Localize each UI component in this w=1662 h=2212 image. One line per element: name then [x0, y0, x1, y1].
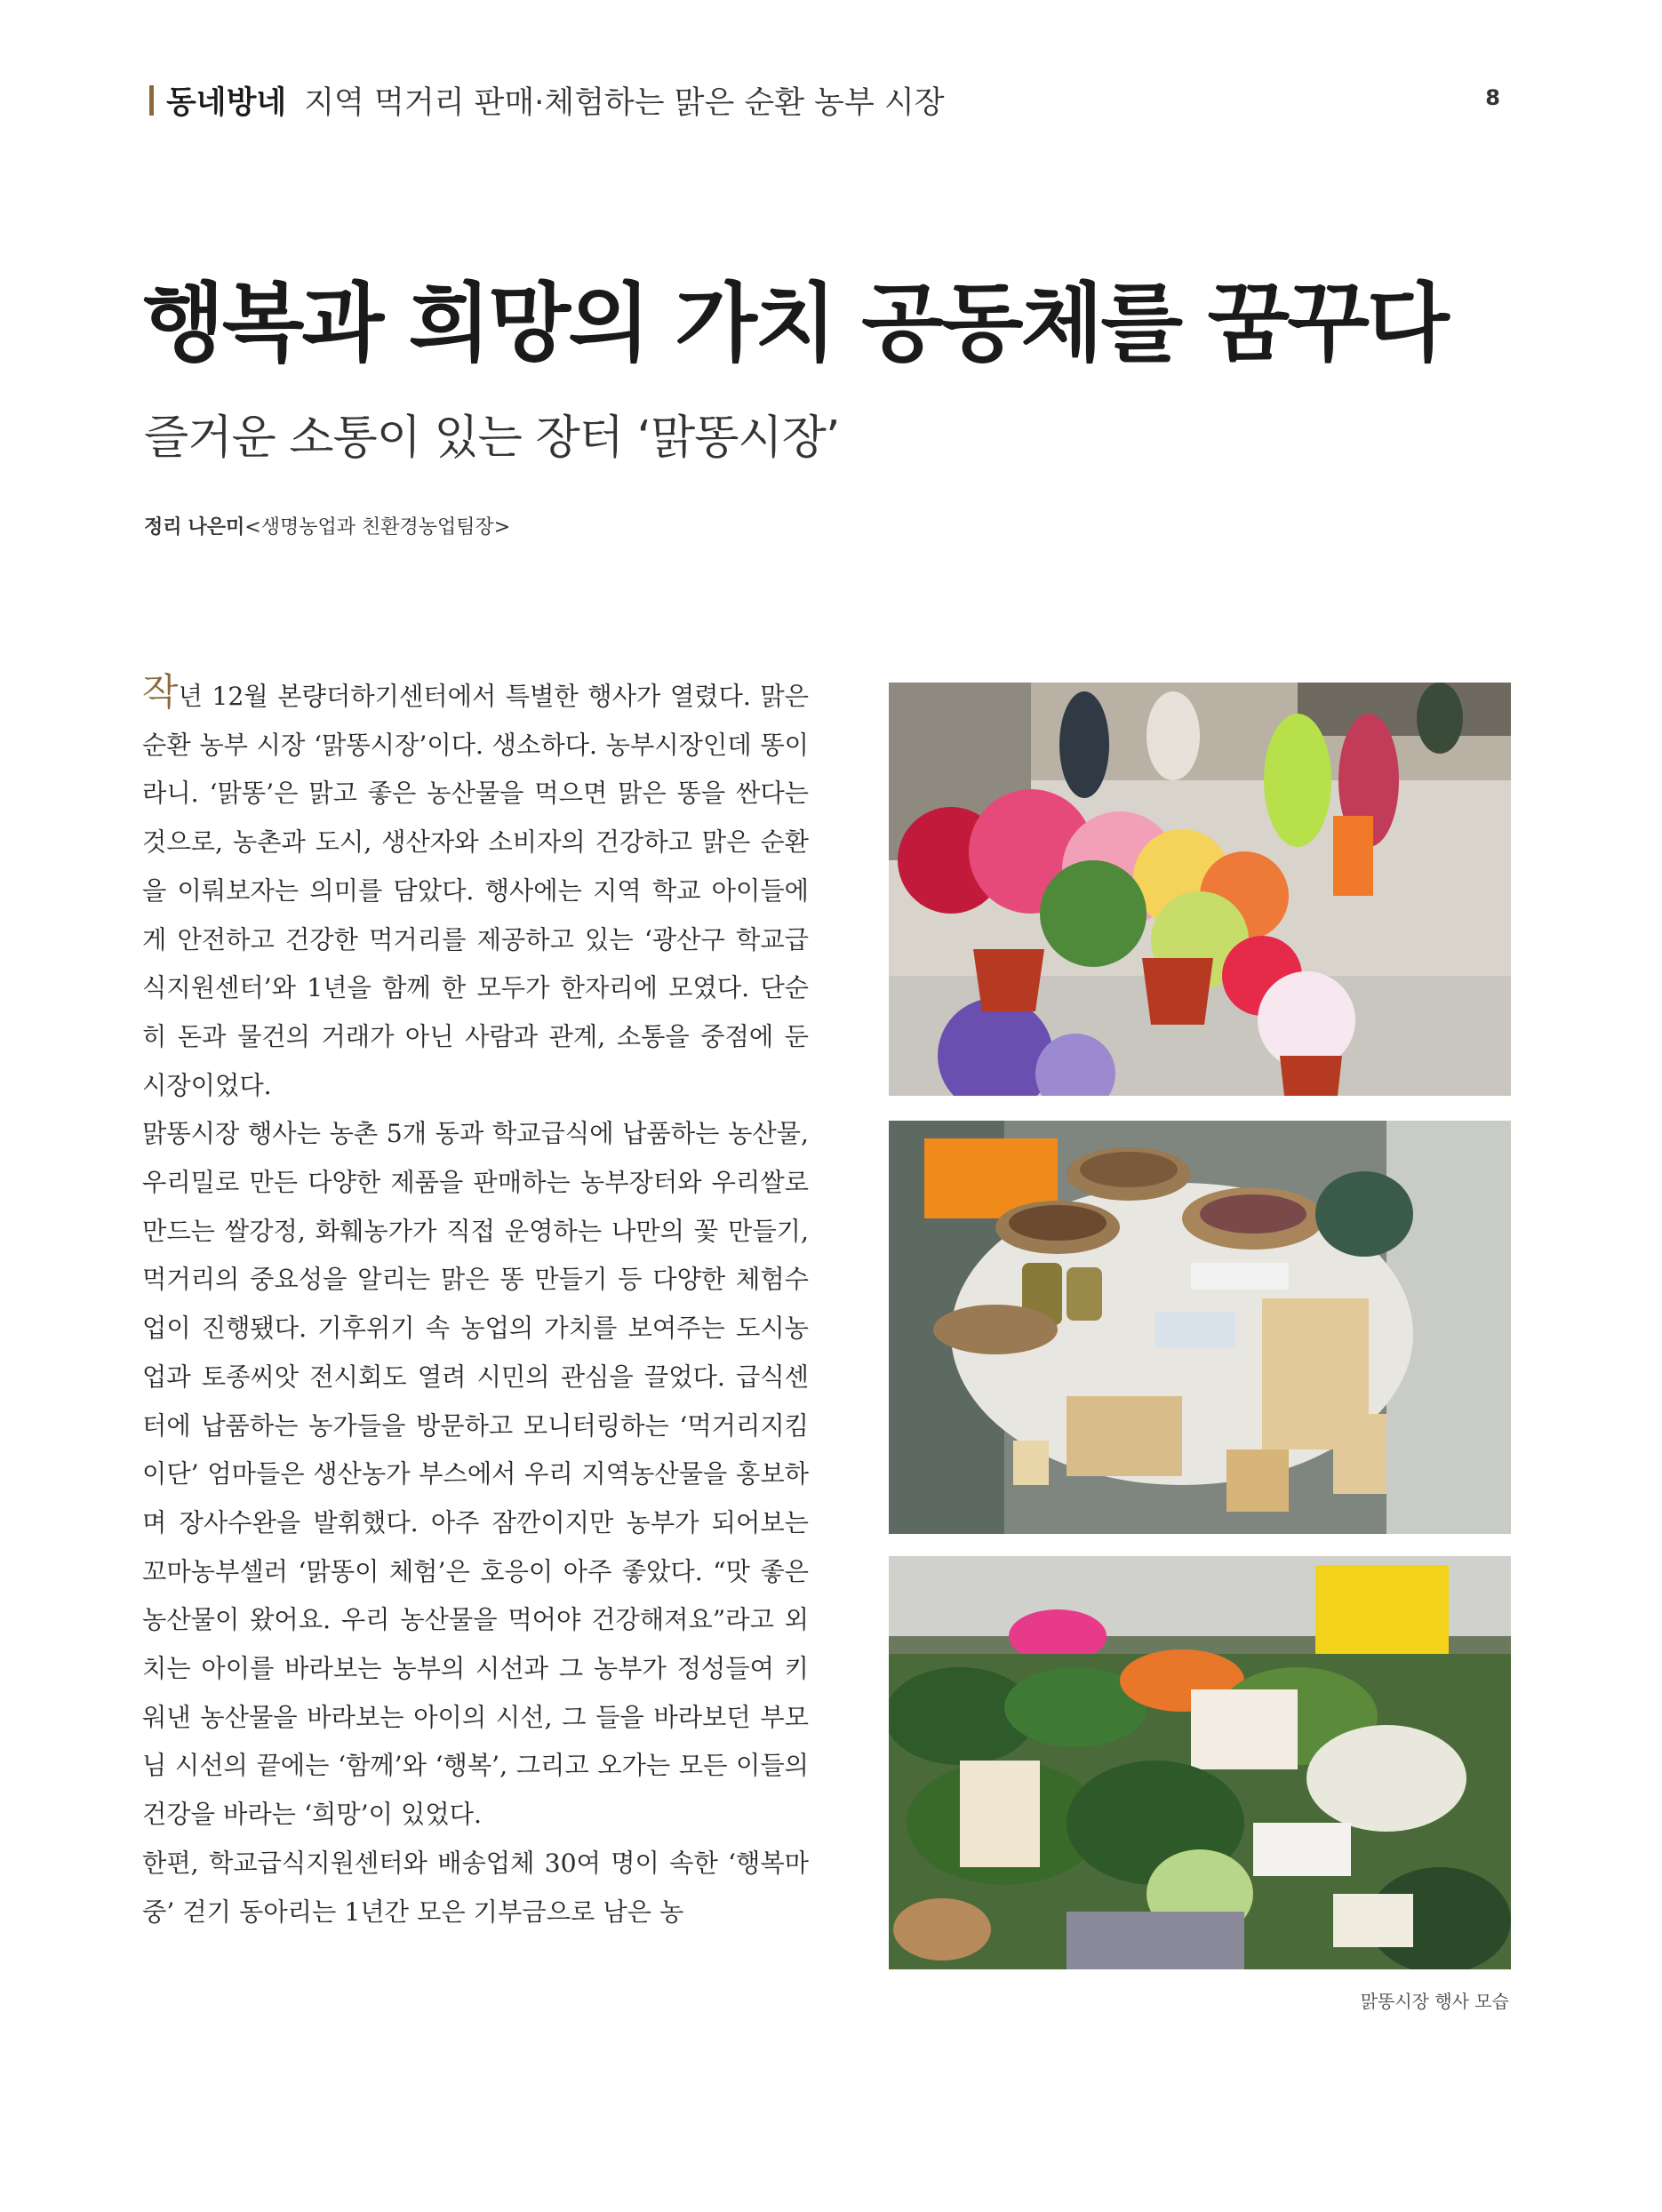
- header-section-name: 동네방네: [166, 85, 287, 121]
- article-body: [142, 668, 809, 1936]
- drop-cap: 작: [142, 670, 179, 714]
- page-header: [149, 78, 1500, 123]
- paragraph: [142, 1110, 809, 1840]
- photo-caption: 맑똥시장 행사 모습: [1360, 1991, 1509, 2012]
- article-headline: 행복과 희망의 가치 공동체를 꿈꾸다: [142, 274, 1447, 373]
- byline: [144, 512, 510, 539]
- article-subtitle: 즐거운 소통이 있는 장터 ‘맑똥시장’: [144, 411, 840, 465]
- byline-role: 정리: [144, 516, 182, 539]
- flowers-stall-photo: [889, 683, 1511, 1096]
- byline-affiliation: <생명농업과 친환경농업팀장>: [244, 516, 511, 539]
- produce-display-photo: [889, 1121, 1511, 1534]
- paragraph-text: 맑똥시장 행사는 농촌 5개 동과 학교급식에 납품하는 농산물, 우리밀로 만든 다양한 제품을 판매하는 농부장터와 우리쌀로 만드는 쌀강정, 화훼농가가 직접 운영하는 나만의 꽃 만들기, 먹거리의 중요성을 알리는 맑은 똥 만들기 등 다양한 체험수업이 진행됐다. 기후위기 속 농업의 가치를 보여주는 도시농업과 토종씨앗 전시회도 열려 시민의 관심을 끌었다. 급식센터에 납품하는 농가들을 방문하고 모니터링하는 ‘먹거리지킴이단’ 엄마들은 생산농가 부스에서 우리 지역농산물을 홍보하며 장사수완을 발휘했다. 아주 잠깐이지만 농부가 되어보는 꼬마농부셀러 ‘맑똥이 체험’은 호응이 아주 좋았다. “맛 좋은 농산물이 왔어요. 우리 농산물을 먹어야 건강해져요”라고 외치는 아이를 바라보는 농부의 시선과 그 농부가 정성들여 키워낸 농산물을 바라보는 아이의 시선, 그 들을 바라보던 부모님 시선의 끝에는 ‘함께’와 ‘행복’, 그리고 오가는 모든 이들의 건강을 바라는 ‘희망’이 있었다.: [142, 1119, 809, 1830]
- header-title: 지역 먹거리 판매·체험하는 맑은 순환 농부 시장: [304, 85, 945, 121]
- produce-display-image: [889, 1121, 1511, 1534]
- paragraph-text: 한편, 학교급식지원센터와 배송업체 30여 명이 속한 ‘행복마중’ 걷기 동아리는 1년간 모은 기부금으로 남은 농: [142, 1848, 809, 1927]
- flowers-stall-image: [889, 683, 1511, 1096]
- paragraph: [142, 1840, 809, 1936]
- byline-name: 나은미: [188, 516, 245, 539]
- vegetables-stall-photo: [889, 1556, 1511, 1969]
- paragraph: [142, 668, 809, 1110]
- page-number: 8: [1485, 85, 1500, 110]
- header-accent-bar: [149, 85, 154, 116]
- vegetables-stall-image: [889, 1556, 1511, 1969]
- paragraph-text: 년 12월 본량더하기센터에서 특별한 행사가 열렸다. 맑은 순환 농부 시장 ‘맑똥시장’이다. 생소하다. 농부시장인데 똥이라니. ‘맑똥’은 맑고 좋은 농산물을 먹으면 맑은 똥을 싼다는 것으로, 농촌과 도시, 생산자와 소비자의 건강하고 맑은 순환을 이뤄보자는 의미를 담았다. 행사에는 지역 학교 아이들에게 안전하고 건강한 먹거리를 제공하고 있는 ‘광산구 학교급식지원센터’와 1년을 함께 한 모두가 한자리에 모였다. 단순히 돈과 물건의 거래가 아닌 사람과 관계, 소통을 중점에 둔 시장이었다.: [142, 682, 809, 1100]
